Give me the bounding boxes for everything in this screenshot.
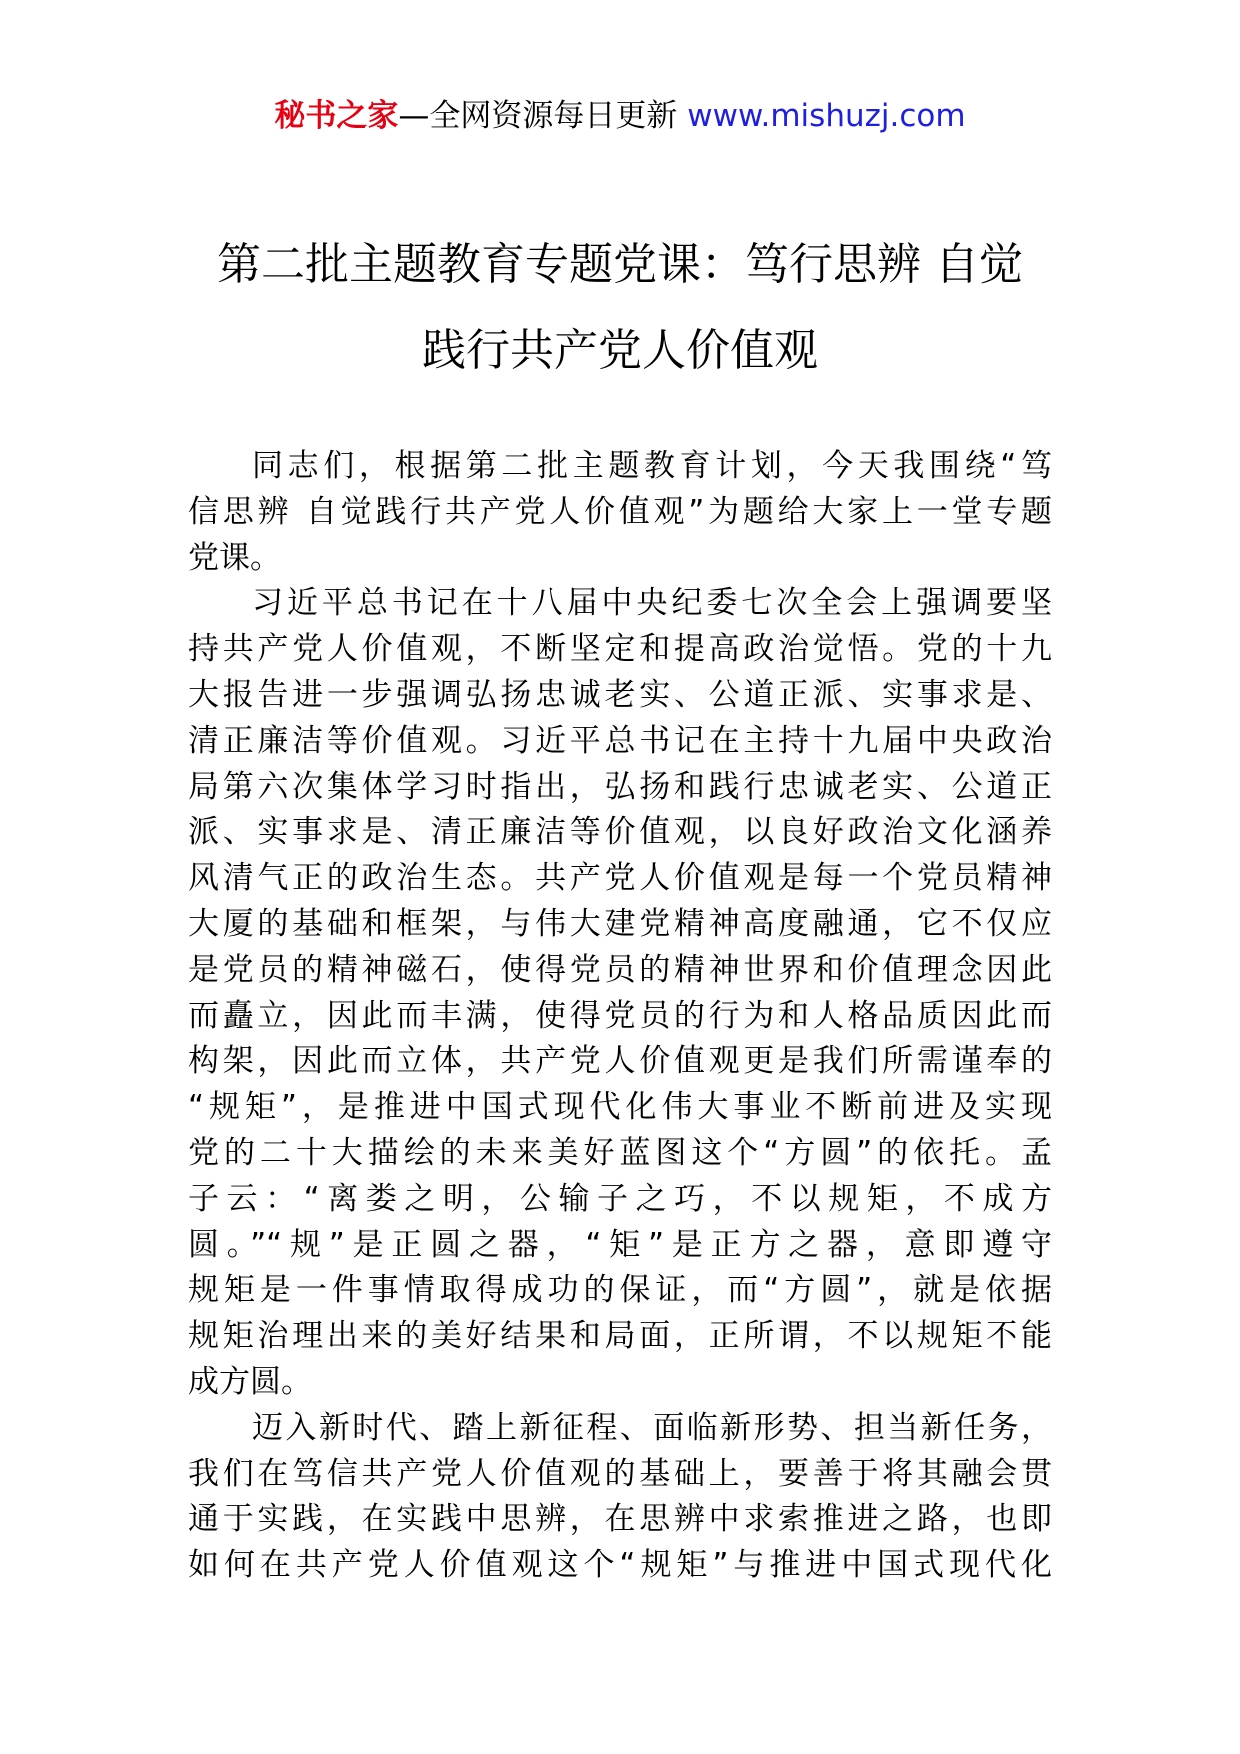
title-line-2: 践行共产党人价值观 — [422, 325, 818, 376]
paragraph-line: 大报告进一步强调弘扬忠诚老实、公道正派、实事求是、 — [188, 676, 1052, 713]
paragraph-line: 清正廉洁等价值观。习近平总书记在主持十九届中央政治 — [188, 722, 1052, 759]
paragraph-line: 派、实事求是、清正廉洁等价值观，以良好政治文化涵养 — [188, 814, 1052, 851]
document-body — [188, 444, 1052, 1589]
paragraph-line: “规矩”，是推进中国式现代化伟大事业不断前进及实现 — [188, 1089, 1052, 1126]
paragraph-line: 信思辨 自觉践行共产党人价值观”为题给大家上一堂专题 — [188, 493, 1052, 530]
paragraph-line: 通于实践，在实践中思辨，在思辨中求索推进之路，也即 — [188, 1501, 1052, 1538]
site-tagline: —全网资源每日更新 — [398, 98, 688, 134]
paragraph-line: 风清气正的政治生态。共产党人价值观是每一个党员精神 — [188, 860, 1052, 897]
paragraph-line: 规矩治理出来的美好结果和局面，正所谓，不以规矩不能 — [188, 1318, 1052, 1355]
paragraph-line: 我们在笃信共产党人价值观的基础上，要善于将其融会贯 — [188, 1455, 1052, 1492]
paragraph-line: 党课。 — [188, 539, 281, 576]
paragraph-line: 而矗立，因此而丰满，使得党员的行为和人格品质因此而 — [188, 997, 1052, 1034]
paragraph-line: 局第六次集体学习时指出，弘扬和践行忠诚老实、公道正 — [188, 768, 1052, 805]
paragraph-line: 构架，因此而立体，共产党人价值观更是我们所需谨奉的 — [188, 1043, 1052, 1080]
paragraph-line: 子云：“离娄之明，公输子之巧，不以规矩，不成方 — [188, 1180, 1052, 1217]
paragraph-2 — [188, 581, 1052, 1405]
paragraph-line: 迈入新时代、踏上新征程、面临新形势、担当新任务， — [252, 1409, 1052, 1446]
paragraph-line: 同志们，根据第二批主题教育计划，今天我围绕“笃 — [252, 448, 1052, 484]
paragraph-1 — [188, 444, 1052, 581]
site-header — [0, 96, 1240, 136]
paragraph-3 — [188, 1406, 1052, 1589]
paragraph-line: 习近平总书记在十八届中央纪委七次全会上强调要坚 — [252, 585, 1052, 622]
paragraph-line: 是党员的精神磁石，使得党员的精神世界和价值理念因此 — [188, 951, 1052, 988]
paragraph-line: 党的二十大描绘的未来美好蓝图这个“方圆”的依托。孟 — [188, 1134, 1052, 1171]
paragraph-line: 成方圆。 — [188, 1363, 312, 1400]
site-brand: 秘书之家 — [274, 98, 399, 134]
paragraph-line: 大厦的基础和框架，与伟大建党精神高度融通，它不仅应 — [188, 905, 1052, 942]
site-url-link[interactable]: www.mishuzj.com — [687, 98, 966, 134]
paragraph-line: 如何在共产党人价值观这个“规矩”与推进中国式现代化 — [188, 1547, 1052, 1584]
paragraph-line: 持共产党人价值观，不断坚定和提高政治觉悟。党的十九 — [188, 631, 1052, 668]
paragraph-line: 规矩是一件事情取得成功的保证，而“方圆”，就是依据 — [188, 1272, 1052, 1309]
document-title — [180, 222, 1060, 394]
paragraph-line: 圆。”“规”是正圆之器，“矩”是正方之器，意即遵守 — [188, 1226, 1052, 1263]
title-line-1: 第二批主题教育专题党课：笃行思辨 自觉 — [217, 239, 1023, 290]
